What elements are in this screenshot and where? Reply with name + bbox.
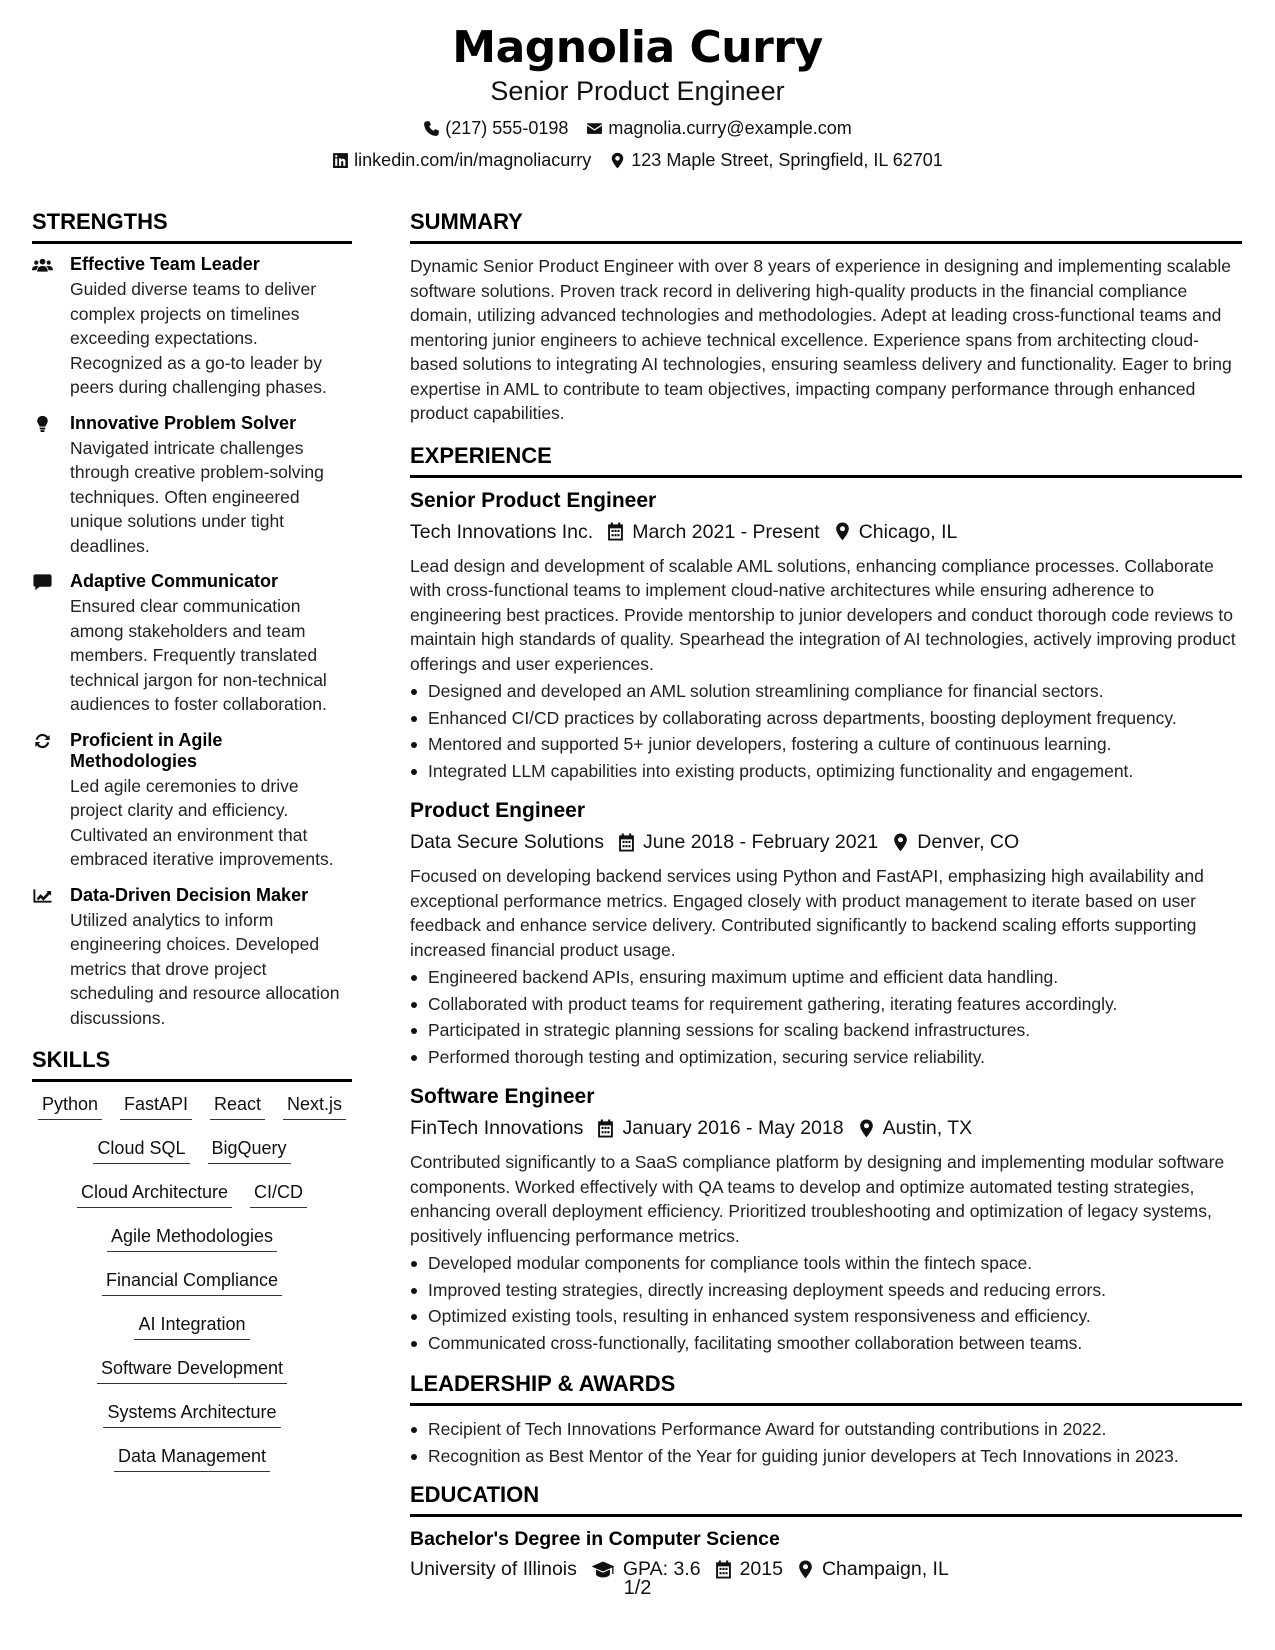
bullet-item: Developed modular components for compliance tools within the fintech space. [410, 1250, 1242, 1277]
map-pin-icon [834, 522, 851, 541]
skill-row [32, 1092, 352, 1120]
skill-tag: FastAPI [120, 1092, 192, 1120]
bullet-item: Recipient of Tech Innovations Performance Award for outstanding contributions in 2022. [410, 1416, 1242, 1443]
strength-name: Proficient in Agile Methodologies [70, 729, 223, 771]
education-heading: EDUCATION [410, 1481, 1242, 1517]
users-icon [32, 256, 53, 274]
skills-heading: SKILLS [32, 1046, 352, 1082]
bullet-item: Designed and developed an AML solution streamlining compliance for financial sectors. [410, 678, 1242, 705]
skill-tag: CI/CD [250, 1180, 307, 1208]
job-title: Software Engineer [410, 1085, 595, 1108]
job-entry [410, 488, 1242, 785]
skill-row [32, 1400, 352, 1428]
calendar-icon [607, 522, 624, 541]
strengths-heading: STRENGTHS [32, 208, 352, 244]
school-text: University of Illinois [410, 1558, 577, 1580]
contact-line-1 [0, 117, 1275, 139]
left-column [32, 208, 352, 1488]
skill-tag: Data Management [114, 1444, 270, 1472]
skill-tag: Cloud Architecture [77, 1180, 232, 1208]
job-dates-text: March 2021 - Present [632, 520, 820, 543]
calendar-icon [715, 1560, 732, 1579]
strength-item [32, 413, 352, 559]
skill-tag: Next.js [283, 1092, 346, 1120]
job-entry [410, 1084, 1242, 1356]
skills-list [32, 1092, 352, 1472]
skill-row [32, 1444, 352, 1472]
company-name: FinTech Innovations [410, 1117, 584, 1139]
strength-desc: Led agile ceremonies to drive project clarity and efficiency. Cultivated an environment that embraced iterative improvements. [70, 775, 334, 869]
strength-item [32, 254, 352, 400]
job-description: Focused on developing backend services using Python and FastAPI, emphasizing high availability and exceptional performance metrics. Engaged closely with product management to iterate based on user feedback and enhance service delivery. Contributed significantly to backend scaling efforts supporting increased financial product usage. [410, 866, 1204, 960]
job-title: Senior Product Engineer [410, 488, 657, 512]
degree-name: Bachelor's Degree in Computer Science [410, 1528, 780, 1550]
envelope-icon [586, 120, 603, 137]
job-description: Lead design and development of scalable AML solutions, enhancing compliance processes. Collaborate with cross-functional teams to implement cloud-native architectures while ensuring adherence to engineering best practices. Provide mentorship to junior developers and conduct thorough code reviews to maintain high standards of quality. Spearhead the integration of AI technologies, actively improving product offerings and user experiences. [410, 555, 1236, 674]
job-dates-text: January 2016 - May 2018 [622, 1117, 844, 1139]
chart-line-icon [32, 887, 53, 905]
skill-row [32, 1312, 352, 1340]
job-bullets [410, 1250, 1242, 1356]
contact-email[interactable] [586, 117, 851, 139]
sync-icon [32, 732, 53, 750]
candidate-title: Senior Product Engineer [490, 76, 785, 106]
linkedin-icon [332, 152, 349, 169]
candidate-name: Magnolia Curry [452, 22, 823, 73]
experience-heading: EXPERIENCE [410, 442, 1242, 478]
strength-name: Effective Team Leader [70, 254, 260, 274]
strength-item [32, 885, 352, 1031]
bullet-item: Performed thorough testing and optimization, securing service reliability. [410, 1044, 1242, 1071]
map-pin-icon [797, 1560, 814, 1579]
job-location-text: Austin, TX [882, 1117, 973, 1139]
address-text: 123 Maple Street, Springfield, IL 62701 [631, 150, 943, 170]
bullet-item: Enhanced CI/CD practices by collaborating across departments, boosting deployment frequency. [410, 705, 1242, 732]
job-description: Contributed significantly to a SaaS compliance platform by designing and implementing modular software components. Worked effectively with QA teams to develop and optimize automated testing strategies, enhancing overall deployment efficiency. Prioritized troubleshooting and optimization of legacy systems, positively influencing performance metrics. [410, 1152, 1225, 1246]
bullet-item: Communicated cross-functionally, facilitating smoother collaboration between teams. [410, 1330, 1242, 1357]
bullet-item: Collaborated with product teams for requirement gathering, iterating features accordingly. [410, 991, 1242, 1018]
job-meta [410, 1115, 1242, 1141]
bullet-item: Improved testing strategies, directly increasing deployment speeds and reducing errors. [410, 1277, 1242, 1304]
job-dates [597, 1115, 843, 1141]
job-dates [618, 829, 878, 855]
strength-desc: Navigated intricate challenges through creative problem-solving techniques. Often engineered unique solutions under tight deadlines. [70, 437, 324, 556]
skill-row [32, 1268, 352, 1296]
strength-desc: Ensured clear communication among stakeholders and team members. Frequently translated technical jargon for non-technical audiences to foster collaboration. [70, 596, 327, 714]
strength-desc: Utilized analytics to inform engineering choices. Developed metrics that drove project scheduling and resource allocation discussions. [70, 909, 340, 1028]
bullet-item: Integrated LLM capabilities into existing products, optimizing functionality and engagement. [410, 758, 1242, 785]
linkedin-text: linkedin.com/in/magnoliacurry [354, 150, 592, 170]
job-meta [410, 519, 1242, 545]
location-text: Champaign, IL [821, 1558, 949, 1580]
job-bullets [410, 964, 1242, 1070]
company-name: Tech Innovations Inc. [410, 520, 594, 543]
job-location [858, 1115, 973, 1141]
email-text: magnolia.curry@example.com [608, 118, 852, 138]
contact-line-2 [0, 149, 1275, 171]
bullet-item: Mentored and supported 5+ junior developers, fostering a culture of continuous learning. [410, 731, 1242, 758]
company-name: Data Secure Solutions [410, 831, 605, 853]
skill-tag: Software Development [97, 1356, 287, 1384]
strength-item [32, 571, 352, 717]
contact-address [609, 149, 943, 171]
calendar-icon [618, 833, 635, 852]
year-text: 2015 [739, 1558, 783, 1580]
leadership-bullets [410, 1416, 1242, 1469]
summary-heading: SUMMARY [410, 208, 1242, 244]
skill-row [32, 1356, 352, 1384]
job-location [892, 829, 1019, 855]
resume-header [0, 22, 1275, 171]
skill-tag: Systems Architecture [103, 1400, 280, 1428]
right-column [410, 208, 1242, 1582]
job-entry [410, 798, 1242, 1070]
phone-icon [423, 120, 440, 137]
calendar-icon [597, 1119, 614, 1138]
phone-text: (217) 555-0198 [445, 118, 569, 138]
page-number: 1/2 [623, 1577, 652, 1599]
leadership-heading: LEADERSHIP & AWARDS [410, 1370, 1242, 1406]
job-dates-text: June 2018 - February 2021 [643, 831, 879, 853]
strength-name: Data-Driven Decision Maker [70, 884, 309, 905]
map-pin-icon [858, 1119, 875, 1138]
strength-name: Adaptive Communicator [70, 571, 279, 591]
contact-linkedin[interactable] [332, 149, 591, 171]
skill-tag: Cloud SQL [93, 1136, 189, 1164]
skill-tag: Python [38, 1092, 102, 1120]
comment-icon [32, 573, 53, 591]
skill-tag: Agile Methodologies [107, 1224, 277, 1252]
skill-row [32, 1180, 352, 1208]
map-pin-icon [892, 833, 909, 852]
job-company [410, 1115, 583, 1141]
job-location-text: Chicago, IL [858, 520, 958, 543]
skill-tag: AI Integration [134, 1312, 249, 1340]
map-pin-icon [609, 152, 626, 169]
strength-item [32, 730, 352, 872]
job-dates [607, 519, 820, 545]
job-location [834, 519, 958, 545]
gpa-text: GPA: 3.6 [622, 1558, 701, 1580]
bullet-item: Optimized existing tools, resulting in enhanced system responsiveness and efficiency. [410, 1303, 1242, 1330]
bullet-item: Recognition as Best Mentor of the Year for guiding junior developers at Tech Innovations in 2023. [410, 1443, 1242, 1470]
skill-tag: Financial Compliance [102, 1268, 282, 1296]
strength-desc: Guided diverse teams to deliver complex projects on timelines exceeding expectations. Recognized as a go-to leader by peers during challenging phases. [70, 279, 327, 397]
bullet-item: Participated in strategic planning sessions for scaling backend infrastructures. [410, 1017, 1242, 1044]
skill-tag: React [210, 1092, 265, 1120]
skill-tag: BigQuery [208, 1136, 291, 1164]
summary-text: Dynamic Senior Product Engineer with over 8 years of experience in designing and implementing scalable software solutions. Proven track record in delivering high-quality products in the financial compliance domain, utilizing advanced technologies and methodologies. Adept at leading cross-functional teams and mentoring junior engineers to achieve technical excellence. Experience spans from architecting cloud-based solutions to integrating AI technologies, ensuring seamless delivery and functionality. Eager to bring expertise in AML to contribute to team objectives, impacting company performance through enhanced product capabilities. [410, 256, 1232, 423]
graduation-cap-icon [591, 1560, 615, 1579]
job-bullets [410, 678, 1242, 784]
job-company [410, 519, 593, 545]
bullet-item: Engineered backend APIs, ensuring maximum uptime and efficient data handling. [410, 964, 1242, 991]
job-company [410, 829, 604, 855]
job-meta [410, 829, 1242, 855]
job-title: Product Engineer [410, 799, 586, 822]
contact-phone [423, 117, 568, 139]
skill-row [32, 1224, 352, 1252]
strength-name: Innovative Problem Solver [70, 412, 297, 433]
skill-row [32, 1136, 352, 1164]
lightbulb-icon [32, 415, 53, 433]
job-location-text: Denver, CO [917, 831, 1020, 853]
